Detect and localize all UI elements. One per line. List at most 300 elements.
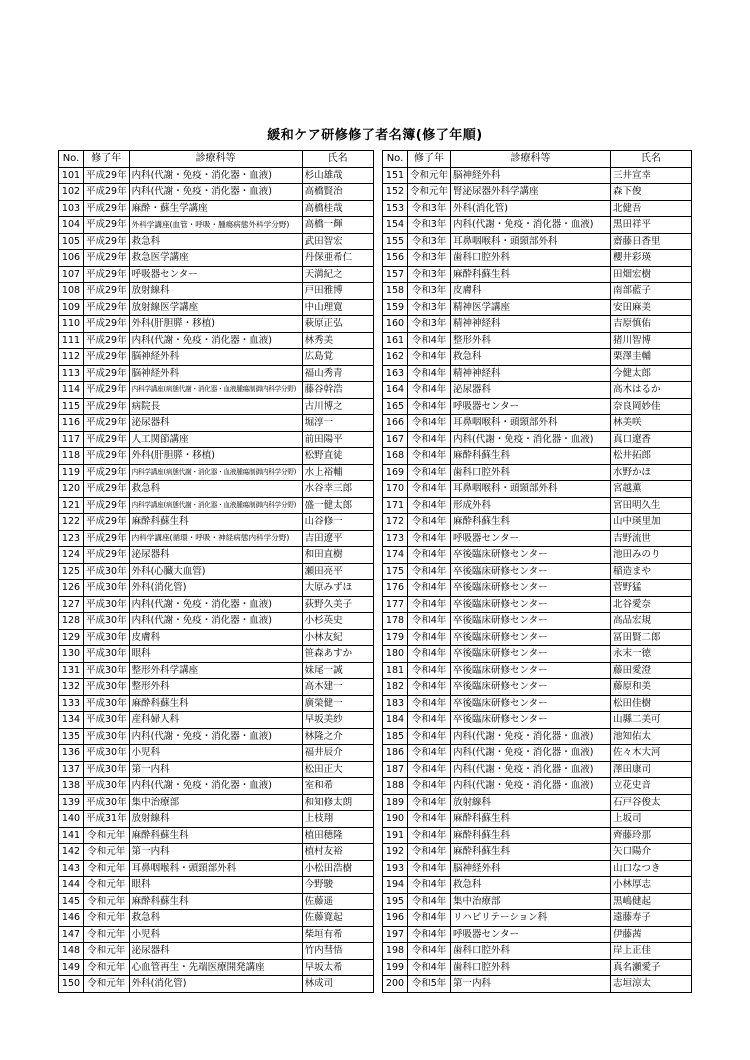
cell-no: 196 bbox=[383, 910, 408, 927]
cell-dept: 放射線科 bbox=[129, 283, 302, 300]
cell-dept: 脳神経外科 bbox=[451, 167, 611, 184]
cell-name: 笹森あすか bbox=[302, 646, 373, 663]
cell-dept: 内科学講座(病態代謝・消化器・血液腫瘍制御内科学分野) bbox=[129, 382, 302, 399]
cell-dept: 外科(肝胆膵・移植) bbox=[129, 316, 302, 333]
cell-dept: 放射線科 bbox=[129, 811, 302, 828]
cell-no: 154 bbox=[383, 217, 408, 234]
cell-dept: 外科(消化管) bbox=[129, 580, 302, 597]
cell-name: 戸田雅博 bbox=[302, 283, 373, 300]
cell-name: 丹保亜希仁 bbox=[302, 250, 373, 267]
cell-year: 令和4年 bbox=[408, 728, 451, 745]
cell-dept: 歯科口腔外科 bbox=[451, 250, 611, 267]
cell-name: 山縣二美可 bbox=[611, 712, 692, 729]
cell-no: 169 bbox=[383, 464, 408, 481]
cell-name: 和知修太朗 bbox=[302, 794, 373, 811]
cell-dept: 内科(代謝・免疫・消化器・血液) bbox=[451, 778, 611, 795]
cell-year: 令和4年 bbox=[408, 893, 451, 910]
cell-year: 平成29年 bbox=[84, 217, 130, 234]
table-row bbox=[383, 613, 692, 630]
cell-dept: 泌尿器科 bbox=[129, 415, 302, 432]
cell-name: 佐藤遥 bbox=[302, 893, 373, 910]
cell-year: 令和元年 bbox=[84, 827, 130, 844]
cell-no: 165 bbox=[383, 398, 408, 415]
cell-year: 平成30年 bbox=[84, 745, 130, 762]
cell-dept: 麻酔・蘇生学講座 bbox=[129, 200, 302, 217]
cell-no: 184 bbox=[383, 712, 408, 729]
cell-dept: 呼吸器センター bbox=[129, 266, 302, 283]
cell-no: 128 bbox=[59, 613, 84, 630]
cell-no: 133 bbox=[59, 695, 84, 712]
cell-dept: 呼吸器センター bbox=[451, 926, 611, 943]
table-row bbox=[383, 167, 692, 184]
table-row bbox=[59, 448, 374, 465]
cell-name: 竹内彗悟 bbox=[302, 943, 373, 960]
cell-no: 163 bbox=[383, 365, 408, 382]
cell-year: 平成31年 bbox=[84, 811, 130, 828]
cell-name: 盛一健太郎 bbox=[302, 497, 373, 514]
cell-dept: 耳鼻咽喉科・頭頸部外科 bbox=[451, 233, 611, 250]
cell-no: 185 bbox=[383, 728, 408, 745]
cell-dept: 精神医学講座 bbox=[451, 299, 611, 316]
cell-dept: 歯科口腔外科 bbox=[451, 464, 611, 481]
cell-name: 廣榮健一 bbox=[302, 695, 373, 712]
table-row bbox=[59, 283, 374, 300]
cell-no: 103 bbox=[59, 200, 84, 217]
cell-no: 125 bbox=[59, 563, 84, 580]
cell-name: 早坂美紗 bbox=[302, 712, 373, 729]
cell-no: 114 bbox=[59, 382, 84, 399]
cell-year: 令和4年 bbox=[408, 613, 451, 630]
cell-year: 平成29年 bbox=[84, 266, 130, 283]
header-year: 修了年 bbox=[408, 151, 451, 168]
cell-name: 高橋一輝 bbox=[302, 217, 373, 234]
cell-no: 150 bbox=[59, 976, 84, 993]
cell-year: 平成29年 bbox=[84, 431, 130, 448]
table-row bbox=[383, 844, 692, 861]
table-row bbox=[383, 497, 692, 514]
cell-name: 高品宏規 bbox=[611, 613, 692, 630]
cell-dept: 外科学講座(血管・呼吸・腫瘍病態外科学分野) bbox=[129, 217, 302, 234]
cell-no: 186 bbox=[383, 745, 408, 762]
cell-dept: 眼科 bbox=[129, 646, 302, 663]
cell-year: 令和4年 bbox=[408, 860, 451, 877]
cell-dept: 脳神経外科 bbox=[129, 349, 302, 366]
cell-no: 161 bbox=[383, 332, 408, 349]
cell-no: 121 bbox=[59, 497, 84, 514]
cell-year: 令和3年 bbox=[408, 217, 451, 234]
cell-dept: 麻酔科蘇生科 bbox=[129, 893, 302, 910]
table-row bbox=[383, 679, 692, 696]
cell-year: 平成29年 bbox=[84, 349, 130, 366]
cell-name: 真名瀬愛子 bbox=[611, 959, 692, 976]
cell-dept: 内科学講座(病態代謝・消化器・血液腫瘍制御内科学分野) bbox=[129, 464, 302, 481]
table-row bbox=[59, 563, 374, 580]
cell-name: 矢口陽介 bbox=[611, 844, 692, 861]
cell-name: 石戸谷俊太 bbox=[611, 794, 692, 811]
cell-year: 令和4年 bbox=[408, 662, 451, 679]
cell-dept: 内科(代謝・免疫・消化器・血液) bbox=[451, 728, 611, 745]
cell-no: 167 bbox=[383, 431, 408, 448]
cell-no: 139 bbox=[59, 794, 84, 811]
table-row bbox=[59, 679, 374, 696]
cell-no: 116 bbox=[59, 415, 84, 432]
cell-year: 令和元年 bbox=[84, 844, 130, 861]
cell-year: 令和4年 bbox=[408, 596, 451, 613]
table-row bbox=[59, 481, 374, 498]
cell-no: 144 bbox=[59, 877, 84, 894]
cell-year: 令和元年 bbox=[84, 893, 130, 910]
cell-year: 令和元年 bbox=[84, 943, 130, 960]
cell-dept: 外科(消化管) bbox=[129, 976, 302, 993]
cell-name: 齊藤玲那 bbox=[611, 827, 692, 844]
cell-name: 堀淳一 bbox=[302, 415, 373, 432]
table-row bbox=[383, 481, 692, 498]
table-row bbox=[383, 976, 692, 993]
cell-year: 平成30年 bbox=[84, 613, 130, 630]
cell-no: 160 bbox=[383, 316, 408, 333]
cell-year: 令和4年 bbox=[408, 514, 451, 531]
cell-no: 172 bbox=[383, 514, 408, 531]
table-row bbox=[383, 283, 692, 300]
table-row bbox=[59, 811, 374, 828]
cell-name: 松田佳樹 bbox=[611, 695, 692, 712]
cell-year: 平成29年 bbox=[84, 250, 130, 267]
table-row bbox=[59, 266, 374, 283]
table-row bbox=[59, 794, 374, 811]
cell-year: 平成30年 bbox=[84, 629, 130, 646]
cell-dept: 呼吸器センター bbox=[451, 398, 611, 415]
table-row bbox=[59, 646, 374, 663]
cell-name: 林隆之介 bbox=[302, 728, 373, 745]
cell-no: 130 bbox=[59, 646, 84, 663]
cell-no: 149 bbox=[59, 959, 84, 976]
cell-dept: 救急科 bbox=[129, 910, 302, 927]
cell-no: 152 bbox=[383, 184, 408, 201]
cell-year: 令和4年 bbox=[408, 431, 451, 448]
cell-no: 146 bbox=[59, 910, 84, 927]
cell-dept: 救急科 bbox=[451, 877, 611, 894]
cell-year: 令和4年 bbox=[408, 794, 451, 811]
cell-year: 令和4年 bbox=[408, 679, 451, 696]
cell-dept: 腎泌尿器外科学講座 bbox=[451, 184, 611, 201]
cell-no: 102 bbox=[59, 184, 84, 201]
cell-year: 令和元年 bbox=[84, 976, 130, 993]
cell-dept: 卒後臨床研修センター bbox=[451, 580, 611, 597]
cell-year: 平成29年 bbox=[84, 530, 130, 547]
cell-year: 平成29年 bbox=[84, 316, 130, 333]
cell-year: 平成30年 bbox=[84, 761, 130, 778]
cell-name: 高木はるか bbox=[611, 382, 692, 399]
cell-no: 158 bbox=[383, 283, 408, 300]
cell-no: 127 bbox=[59, 596, 84, 613]
cell-year: 令和4年 bbox=[408, 415, 451, 432]
cell-no: 119 bbox=[59, 464, 84, 481]
cell-dept: 卒後臨床研修センター bbox=[451, 712, 611, 729]
cell-name: 早坂太希 bbox=[302, 959, 373, 976]
table-row bbox=[59, 431, 374, 448]
table-row bbox=[383, 431, 692, 448]
cell-dept: 皮膚科 bbox=[129, 629, 302, 646]
cell-name: 山口なつき bbox=[611, 860, 692, 877]
cell-year: 平成30年 bbox=[84, 580, 130, 597]
table-row bbox=[59, 745, 374, 762]
cell-year: 令和4年 bbox=[408, 778, 451, 795]
cell-name: 北谷愛奈 bbox=[611, 596, 692, 613]
cell-no: 171 bbox=[383, 497, 408, 514]
cell-name: 永末一徳 bbox=[611, 646, 692, 663]
cell-year: 平成29年 bbox=[84, 233, 130, 250]
cell-dept: 脳神経外科 bbox=[451, 860, 611, 877]
table-row bbox=[383, 299, 692, 316]
table-row bbox=[59, 382, 374, 399]
cell-no: 182 bbox=[383, 679, 408, 696]
cell-year: 令和4年 bbox=[408, 827, 451, 844]
cell-no: 156 bbox=[383, 250, 408, 267]
cell-name: 藤田愛澄 bbox=[611, 662, 692, 679]
table-row bbox=[383, 728, 692, 745]
cell-no: 110 bbox=[59, 316, 84, 333]
table-row bbox=[59, 976, 374, 993]
cell-dept: 麻酔科蘇生科 bbox=[451, 827, 611, 844]
cell-year: 令和3年 bbox=[408, 233, 451, 250]
cell-name: 志垣涼太 bbox=[611, 976, 692, 993]
cell-name: 澤田康司 bbox=[611, 761, 692, 778]
cell-year: 令和4年 bbox=[408, 761, 451, 778]
cell-name: 高橋賢治 bbox=[302, 184, 373, 201]
cell-dept: 麻酔科蘇生科 bbox=[451, 811, 611, 828]
cell-year: 令和4年 bbox=[408, 877, 451, 894]
cell-dept: 人工関節講座 bbox=[129, 431, 302, 448]
cell-no: 113 bbox=[59, 365, 84, 382]
cell-year: 令和4年 bbox=[408, 943, 451, 960]
table-row bbox=[59, 629, 374, 646]
cell-name: 古川博之 bbox=[302, 398, 373, 415]
table-row bbox=[383, 761, 692, 778]
cell-dept: 卒後臨床研修センター bbox=[451, 547, 611, 564]
cell-no: 159 bbox=[383, 299, 408, 316]
cell-no: 109 bbox=[59, 299, 84, 316]
table-row bbox=[59, 415, 374, 432]
cell-no: 153 bbox=[383, 200, 408, 217]
cell-dept: リハビリテーション科 bbox=[451, 910, 611, 927]
cell-dept: 精神神経科 bbox=[451, 365, 611, 382]
cell-year: 平成29年 bbox=[84, 464, 130, 481]
table-row bbox=[383, 778, 692, 795]
table-row bbox=[59, 959, 374, 976]
cell-no: 120 bbox=[59, 481, 84, 498]
header-dept: 診療科等 bbox=[129, 151, 302, 168]
table-row bbox=[383, 959, 692, 976]
cell-dept: 卒後臨床研修センター bbox=[451, 596, 611, 613]
cell-no: 137 bbox=[59, 761, 84, 778]
cell-name: 小松田浩樹 bbox=[302, 860, 373, 877]
table-row bbox=[383, 233, 692, 250]
cell-dept: 内科(代謝・免疫・消化器・血液) bbox=[129, 184, 302, 201]
cell-dept: 内科(代謝・免疫・消化器・血液) bbox=[129, 778, 302, 795]
table-row bbox=[59, 299, 374, 316]
cell-name: 栗澤圭輔 bbox=[611, 349, 692, 366]
cell-year: 令和3年 bbox=[408, 299, 451, 316]
cell-no: 176 bbox=[383, 580, 408, 597]
cell-year: 令和4年 bbox=[408, 332, 451, 349]
cell-name: 立花史音 bbox=[611, 778, 692, 795]
table-row bbox=[383, 349, 692, 366]
cell-year: 令和4年 bbox=[408, 844, 451, 861]
table-row bbox=[59, 662, 374, 679]
table-row bbox=[383, 580, 692, 597]
cell-no: 200 bbox=[383, 976, 408, 993]
cell-name: 植田穂隆 bbox=[302, 827, 373, 844]
table-row bbox=[59, 547, 374, 564]
table-row bbox=[59, 497, 374, 514]
cell-year: 令和4年 bbox=[408, 926, 451, 943]
cell-no: 106 bbox=[59, 250, 84, 267]
cell-name: 山中瑛里加 bbox=[611, 514, 692, 531]
cell-year: 令和4年 bbox=[408, 712, 451, 729]
cell-name: 杉山雄哉 bbox=[302, 167, 373, 184]
cell-year: 平成29年 bbox=[84, 448, 130, 465]
table-row bbox=[59, 217, 374, 234]
cell-name: 室和希 bbox=[302, 778, 373, 795]
cell-year: 平成29年 bbox=[84, 332, 130, 349]
cell-dept: 内科(代謝・免疫・消化器・血液) bbox=[451, 761, 611, 778]
cell-no: 141 bbox=[59, 827, 84, 844]
cell-year: 平成30年 bbox=[84, 679, 130, 696]
cell-name: 吉原慎佑 bbox=[611, 316, 692, 333]
cell-year: 令和元年 bbox=[408, 167, 451, 184]
cell-year: 令和元年 bbox=[84, 926, 130, 943]
cell-name: 北健吾 bbox=[611, 200, 692, 217]
cell-dept: 内科(代謝・免疫・消化器・血液) bbox=[451, 431, 611, 448]
cell-year: 令和元年 bbox=[408, 184, 451, 201]
cell-name: 森下俊 bbox=[611, 184, 692, 201]
cell-dept: 外科(心臓大血管) bbox=[129, 563, 302, 580]
cell-dept: 外科(消化管) bbox=[451, 200, 611, 217]
cell-no: 164 bbox=[383, 382, 408, 399]
table-row bbox=[59, 250, 374, 267]
table-row bbox=[383, 530, 692, 547]
table-row bbox=[59, 778, 374, 795]
cell-year: 令和4年 bbox=[408, 530, 451, 547]
cell-name: 藤原和美 bbox=[611, 679, 692, 696]
cell-dept: 耳鼻咽喉科・頭頸部外科 bbox=[451, 481, 611, 498]
cell-name: 柴垣有希 bbox=[302, 926, 373, 943]
cell-dept: 内科(代謝・免疫・消化器・血液) bbox=[129, 613, 302, 630]
cell-year: 平成30年 bbox=[84, 646, 130, 663]
table-row bbox=[59, 761, 374, 778]
table-row bbox=[383, 464, 692, 481]
cell-name: 菅野猛 bbox=[611, 580, 692, 597]
table-row bbox=[383, 415, 692, 432]
cell-no: 132 bbox=[59, 679, 84, 696]
cell-year: 令和3年 bbox=[408, 200, 451, 217]
cell-name: 林成司 bbox=[302, 976, 373, 993]
cell-dept: 第一内科 bbox=[129, 844, 302, 861]
cell-name: 今健太郎 bbox=[611, 365, 692, 382]
cell-dept: 皮膚科 bbox=[451, 283, 611, 300]
cell-no: 199 bbox=[383, 959, 408, 976]
cell-no: 138 bbox=[59, 778, 84, 795]
cell-name: 池田みのり bbox=[611, 547, 692, 564]
cell-name: 植村友裕 bbox=[302, 844, 373, 861]
cell-no: 187 bbox=[383, 761, 408, 778]
cell-name: 小杉英史 bbox=[302, 613, 373, 630]
cell-year: 令和4年 bbox=[408, 349, 451, 366]
cell-dept: 内科(代謝・免疫・消化器・血液) bbox=[129, 728, 302, 745]
cell-name: 遠藤寿子 bbox=[611, 910, 692, 927]
cell-dept: 内科学講座(循環・呼吸・神経病態内科学分野) bbox=[129, 530, 302, 547]
cell-no: 168 bbox=[383, 448, 408, 465]
table-row bbox=[59, 200, 374, 217]
table-row bbox=[59, 316, 374, 333]
cell-year: 令和4年 bbox=[408, 365, 451, 382]
cell-year: 平成29年 bbox=[84, 547, 130, 564]
table-row bbox=[59, 398, 374, 415]
cell-no: 126 bbox=[59, 580, 84, 597]
header-dept: 診療科等 bbox=[451, 151, 611, 168]
header-row bbox=[383, 151, 692, 168]
cell-no: 173 bbox=[383, 530, 408, 547]
table-row bbox=[383, 365, 692, 382]
cell-dept: 卒後臨床研修センター bbox=[451, 613, 611, 630]
cell-year: 平成29年 bbox=[84, 184, 130, 201]
cell-year: 平成29年 bbox=[84, 481, 130, 498]
cell-year: 令和元年 bbox=[84, 910, 130, 927]
cell-dept: 集中治療部 bbox=[451, 893, 611, 910]
cell-year: 令和4年 bbox=[408, 580, 451, 597]
table-row bbox=[383, 860, 692, 877]
cell-name: 林美咲 bbox=[611, 415, 692, 432]
cell-year: 平成29年 bbox=[84, 497, 130, 514]
cell-no: 147 bbox=[59, 926, 84, 943]
cell-year: 令和4年 bbox=[408, 497, 451, 514]
table-row bbox=[59, 728, 374, 745]
cell-year: 平成29年 bbox=[84, 415, 130, 432]
cell-name: 田畑宏樹 bbox=[611, 266, 692, 283]
cell-no: 124 bbox=[59, 547, 84, 564]
cell-dept: 卒後臨床研修センター bbox=[451, 695, 611, 712]
table-row bbox=[383, 316, 692, 333]
cell-year: 平成30年 bbox=[84, 662, 130, 679]
table-row bbox=[383, 547, 692, 564]
cell-name: 南部藍子 bbox=[611, 283, 692, 300]
cell-dept: 精神神経科 bbox=[451, 316, 611, 333]
cell-no: 189 bbox=[383, 794, 408, 811]
cell-no: 115 bbox=[59, 398, 84, 415]
cell-year: 平成29年 bbox=[84, 167, 130, 184]
cell-no: 190 bbox=[383, 811, 408, 828]
cell-dept: 卒後臨床研修センター bbox=[451, 629, 611, 646]
cell-dept: 救急医学講座 bbox=[129, 250, 302, 267]
cell-no: 178 bbox=[383, 613, 408, 630]
table-row bbox=[383, 250, 692, 267]
table-row bbox=[383, 332, 692, 349]
cell-no: 175 bbox=[383, 563, 408, 580]
cell-year: 令和5年 bbox=[408, 976, 451, 993]
cell-dept: 整形外科 bbox=[451, 332, 611, 349]
cell-dept: 麻酔科蘇生科 bbox=[451, 844, 611, 861]
cell-dept: 内科(代謝・免疫・消化器・血液) bbox=[451, 745, 611, 762]
cell-name: 上坂司 bbox=[611, 811, 692, 828]
cell-dept: 麻酔科蘇生科 bbox=[451, 448, 611, 465]
cell-year: 令和4年 bbox=[408, 398, 451, 415]
table-row bbox=[383, 514, 692, 531]
cell-dept: 内科(代謝・免疫・消化器・血液) bbox=[129, 332, 302, 349]
cell-dept: 形成外科 bbox=[451, 497, 611, 514]
cell-dept: 整形外科 bbox=[129, 679, 302, 696]
cell-year: 令和4年 bbox=[408, 629, 451, 646]
cell-dept: 内科(代謝・免疫・消化器・血液) bbox=[129, 596, 302, 613]
